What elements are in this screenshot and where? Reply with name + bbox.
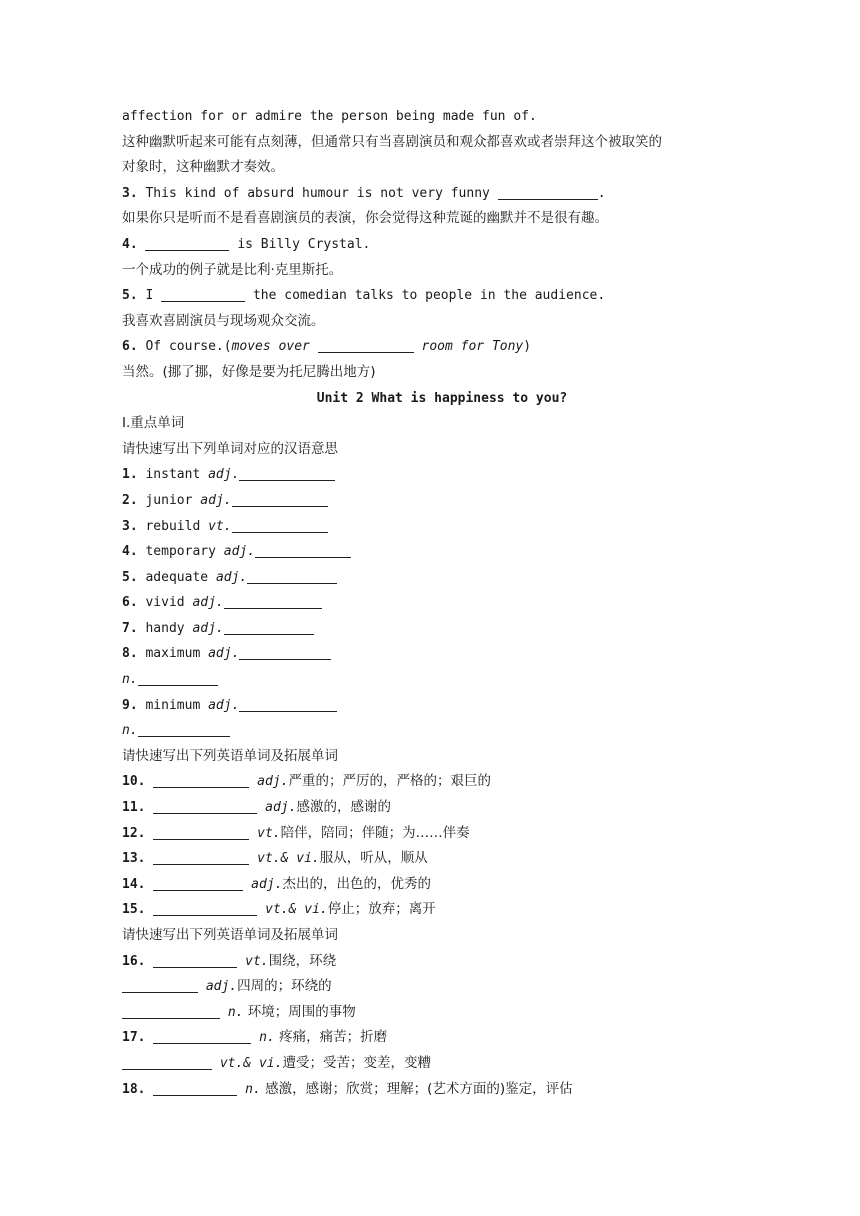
hint-text: room for Tony	[421, 339, 524, 355]
word-item	[122, 641, 762, 667]
part-of-speech: adj.	[208, 646, 240, 662]
item-number: 17.	[122, 1030, 146, 1046]
item-number: 2.	[122, 492, 138, 508]
part-of-speech: adj.	[215, 569, 248, 585]
part-of-speech: n.	[227, 1004, 244, 1020]
translation-line	[122, 130, 762, 156]
translation-line	[122, 258, 762, 284]
part-of-speech: adj.	[192, 620, 224, 636]
meaning-text: 杰出的，出色的，优秀的	[282, 875, 431, 892]
item-number: 18.	[122, 1081, 146, 1097]
vocab-item	[122, 1000, 762, 1026]
sentence-text: affection for or admire the person being made fun of.	[122, 109, 537, 124]
meaning-text: 陪伴，陪同；伴随；为……伴奏	[280, 824, 470, 841]
item-number: 11.	[122, 800, 146, 816]
answer-blank[interactable]	[153, 772, 249, 788]
part-of-speech: vt.	[257, 825, 281, 841]
english-word: handy	[145, 620, 185, 636]
answer-blank[interactable]	[153, 1028, 251, 1044]
translation-text: 我喜欢喜剧演员与现场观众交流。	[122, 312, 325, 329]
item-number: 12.	[122, 825, 146, 841]
vocab-item	[122, 846, 762, 872]
word-list	[122, 462, 762, 744]
english-word-list	[122, 769, 762, 923]
english-word: adequate	[145, 569, 209, 585]
instruction	[122, 744, 762, 770]
question-text: )	[523, 339, 532, 355]
word-item	[122, 565, 762, 591]
translation-text: 当然。(挪了挪，好像是要为托尼腾出地方)	[122, 363, 376, 380]
answer-blank[interactable]	[153, 952, 237, 968]
question-number: 4.	[122, 236, 138, 252]
vocab-item	[122, 821, 762, 847]
item-number: 4.	[122, 544, 138, 560]
english-word: vivid	[145, 595, 185, 611]
translation-text: 这种幽默听起来可能有点刻薄，但通常只有当喜剧演员和观众都喜欢或者崇拜这个被取笑的	[122, 133, 662, 150]
answer-blank[interactable]	[247, 568, 337, 584]
question-5	[122, 283, 762, 309]
part-of-speech: adj.	[265, 800, 297, 816]
answer-blank[interactable]	[138, 721, 230, 737]
part-of-speech: vt.	[245, 953, 269, 969]
translation-line	[122, 206, 762, 232]
item-number: 13.	[122, 851, 146, 867]
translation-line	[122, 360, 762, 386]
hint-text: moves over	[231, 339, 310, 355]
word-item	[122, 488, 762, 514]
word-item	[122, 462, 762, 488]
instruction	[122, 923, 762, 949]
part-of-speech: n.	[245, 1081, 261, 1097]
answer-blank[interactable]	[239, 696, 337, 712]
answer-blank[interactable]	[498, 184, 598, 200]
word-item	[122, 590, 762, 616]
meaning-text: 感激的，感谢的	[296, 799, 391, 816]
word-item	[122, 693, 762, 719]
unit-title-text: Unit 2 What is happiness to you?	[316, 390, 568, 406]
vocab-item	[122, 1077, 762, 1103]
question-text: is Billy Crystal.	[237, 236, 371, 252]
part-of-speech: adj.	[257, 774, 289, 790]
question-text: This kind of absurd humour is not very funny	[145, 185, 490, 201]
unit-title	[122, 386, 762, 412]
part-of-speech: adj.	[208, 467, 240, 483]
vocab-item	[122, 949, 762, 975]
question-6	[122, 334, 762, 360]
vocab-item	[122, 1025, 762, 1051]
answer-blank[interactable]	[161, 286, 245, 302]
vocab-item	[122, 1051, 762, 1077]
part-of-speech: adj.	[192, 595, 224, 611]
translation-text: 对象时，这种幽默才奏效。	[122, 159, 284, 176]
vocab-item	[122, 872, 762, 898]
answer-blank[interactable]	[153, 798, 257, 814]
meaning-text: 严重的；严厉的，严格的；艰巨的	[288, 773, 491, 790]
answer-blank[interactable]	[122, 1054, 212, 1070]
question-number: 5.	[122, 288, 138, 304]
part-of-speech: vt.	[208, 518, 232, 534]
answer-blank[interactable]	[153, 900, 257, 916]
translation-line	[122, 309, 762, 335]
english-word: junior	[145, 492, 193, 508]
section-title	[122, 411, 762, 437]
meaning-text: 疼痛，痛苦；折磨	[274, 1029, 388, 1046]
word-item	[122, 616, 762, 642]
extension-word-list	[122, 949, 762, 1103]
item-number: 9.	[122, 697, 138, 713]
item-number: 10.	[122, 774, 146, 790]
item-number: 16.	[122, 953, 146, 969]
vocab-item	[122, 974, 762, 1000]
answer-blank[interactable]	[145, 235, 229, 251]
meaning-text: 四周的；环绕的	[237, 978, 332, 995]
section-title-text: Ⅰ.重点单词	[122, 415, 185, 432]
part-of-speech: adj.	[200, 492, 232, 508]
question-number: 3.	[122, 185, 138, 201]
part-of-speech: adj.	[223, 544, 256, 560]
item-number: 14.	[122, 876, 146, 892]
answer-blank[interactable]	[122, 977, 198, 993]
part-of-speech: vt.& vi.	[219, 1055, 283, 1071]
answer-blank[interactable]	[232, 517, 328, 533]
answer-blank[interactable]	[153, 1080, 237, 1096]
meaning-text: 环境；周围的事物	[243, 1003, 356, 1020]
vocab-item	[122, 769, 762, 795]
translation-text: 一个成功的例子就是比利·克里斯托。	[122, 261, 343, 278]
item-number: 15.	[122, 902, 146, 918]
word-item	[122, 514, 762, 540]
document-page	[122, 104, 762, 1102]
question-text: I	[145, 288, 154, 304]
question-text: the comedian talks to people in the audience.	[252, 288, 606, 304]
item-number: 1.	[122, 467, 138, 483]
answer-blank[interactable]	[138, 670, 218, 686]
english-word: minimum	[145, 697, 201, 713]
answer-blank[interactable]	[239, 465, 335, 481]
part-of-speech: adj.	[208, 697, 240, 713]
instruction-text: 请快速写出下列单词对应的汉语意思	[122, 440, 338, 457]
english-word: temporary	[145, 544, 216, 560]
word-item	[122, 667, 762, 693]
meaning-text: 服从，听从，顺从	[319, 850, 428, 867]
question-3	[122, 181, 762, 207]
question-text: .	[597, 185, 606, 201]
answer-blank[interactable]	[153, 849, 249, 865]
vocab-item	[122, 795, 762, 821]
english-word: maximum	[145, 646, 201, 662]
meaning-text: 停止；放弃；离开	[327, 901, 436, 918]
question-text: Of course.(	[145, 339, 232, 355]
item-number: 6.	[122, 595, 138, 611]
question-number: 6.	[122, 339, 138, 355]
word-item	[122, 539, 762, 565]
part-of-speech: n.	[122, 672, 138, 688]
word-item	[122, 718, 762, 744]
vocab-item	[122, 897, 762, 923]
instruction-text: 请快速写出下列英语单词及拓展单词	[122, 927, 338, 943]
part-of-speech: adj.	[251, 876, 283, 892]
instruction	[122, 437, 762, 463]
question-4	[122, 232, 762, 258]
english-word: instant	[145, 467, 201, 483]
answer-blank[interactable]	[224, 619, 314, 635]
item-number: 8.	[122, 646, 138, 662]
part-of-speech: n.	[259, 1030, 275, 1046]
part-of-speech: n.	[122, 723, 138, 739]
translation-text: 如果你只是听而不是看喜剧演员的表演，你会觉得这种荒诞的幽默并不是很有趣。	[122, 210, 608, 227]
item-number: 3.	[122, 518, 138, 534]
answer-blank[interactable]	[239, 644, 331, 660]
answer-blank[interactable]	[122, 1003, 220, 1019]
item-number: 7.	[122, 620, 138, 636]
answer-blank[interactable]	[232, 491, 328, 507]
answer-blank[interactable]	[318, 337, 414, 353]
part-of-speech: adj.	[205, 979, 238, 995]
answer-blank[interactable]	[224, 593, 322, 609]
item-number: 5.	[122, 569, 138, 585]
part-of-speech: vt.& vi.	[265, 902, 328, 918]
translation-line	[122, 155, 762, 181]
meaning-text: 遭受；受苦；变差，变糟	[282, 1054, 431, 1071]
answer-blank[interactable]	[153, 824, 249, 840]
part-of-speech: vt.& vi.	[257, 851, 320, 867]
instruction-text: 请快速写出下列英语单词及拓展单词	[122, 747, 338, 764]
meaning-text: 围绕，环绕	[268, 952, 337, 969]
english-word: rebuild	[145, 518, 201, 534]
answer-blank[interactable]	[255, 542, 351, 558]
answer-blank[interactable]	[153, 875, 243, 891]
meaning-text: 感激，感谢；欣赏；理解；(艺术方面的)鉴定，评估	[260, 1080, 573, 1097]
text-line	[122, 104, 762, 130]
